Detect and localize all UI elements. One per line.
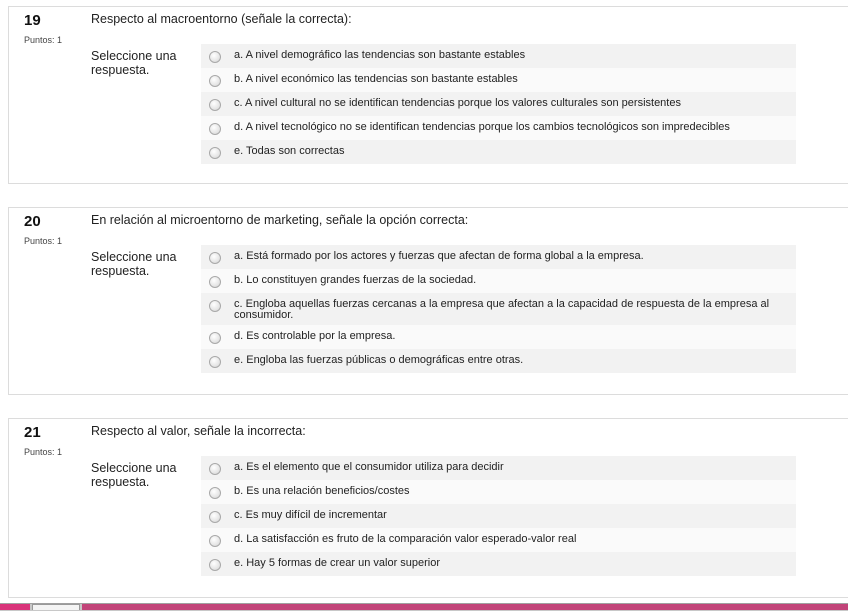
answer-option-e[interactable] [201, 140, 796, 164]
answer-option-label: d. Es controlable por la empresa. [234, 330, 396, 342]
answer-option-label: e. Todas son correctas [234, 145, 345, 157]
answer-option-label: c. Engloba aquellas fuerzas cercanas a la empresa que afectan a la capacidad de respuesta de la empresa al consumidor. [234, 298, 770, 321]
radio-button-icon[interactable] [209, 51, 221, 63]
question-text: En relación al microentorno de marketing, señale la opción correcta: [91, 213, 469, 227]
answer-option-label: d. La satisfacción es fruto de la comparación valor esperado-valor real [234, 533, 577, 545]
radio-button-icon[interactable] [209, 487, 221, 499]
answer-option-b[interactable] [201, 68, 796, 92]
radio-button-icon[interactable] [209, 535, 221, 547]
answer-option-label: a. Está formado por los actores y fuerzas que afectan de forma global a la empresa. [234, 250, 644, 262]
answer-option-label: e. Engloba las fuerzas públicas o demográficas entre otras. [234, 354, 524, 366]
select-answer-label: Seleccione una respuesta. [91, 49, 177, 77]
question-card-21 [8, 418, 848, 598]
answer-option-label: d. A nivel tecnológico no se identifican tendencias porque los cambios tecnológicos son impredecibles [234, 121, 730, 133]
answer-option-b[interactable] [201, 480, 796, 504]
radio-button-icon[interactable] [209, 276, 221, 288]
radio-button-icon[interactable] [209, 463, 221, 475]
answer-option-label: c. Es muy difícil de incrementar [234, 509, 387, 521]
taskbar-strip [82, 604, 848, 610]
answer-option-label: b. Lo constituyen grandes fuerzas de la sociedad. [234, 274, 477, 286]
radio-button-icon[interactable] [209, 123, 221, 135]
taskbar-accent [0, 604, 30, 610]
answer-option-e[interactable] [201, 552, 796, 576]
answer-option-e[interactable] [201, 349, 796, 373]
radio-button-icon[interactable] [209, 356, 221, 368]
answer-option-d[interactable] [201, 528, 796, 552]
radio-button-icon[interactable] [209, 300, 221, 312]
question-number: 19 [24, 12, 41, 29]
answer-option-label: b. Es una relación beneficios/costes [234, 485, 410, 497]
answer-option-label: b. A nivel económico las tendencias son bastante estables [234, 73, 518, 85]
answer-option-b[interactable] [201, 269, 796, 293]
answer-list [201, 456, 796, 576]
answer-option-c[interactable] [201, 504, 796, 528]
answer-option-c[interactable] [201, 293, 796, 325]
question-points: Puntos: 1 [24, 35, 63, 45]
question-points: Puntos: 1 [24, 236, 63, 246]
answer-list [201, 245, 796, 373]
answer-option-label: c. A nivel cultural no se identifican tendencias porque los valores culturales son persistentes [234, 97, 681, 109]
question-text: Respecto al macroentorno (señale la correcta): [91, 12, 352, 26]
question-card-19 [8, 6, 848, 184]
radio-button-icon[interactable] [209, 559, 221, 571]
answer-option-label: a. A nivel demográfico las tendencias son bastante estables [234, 49, 526, 61]
radio-button-icon[interactable] [209, 252, 221, 264]
answer-option-a[interactable] [201, 245, 796, 269]
answer-list [201, 44, 796, 164]
radio-button-icon[interactable] [209, 99, 221, 111]
question-number: 21 [24, 424, 41, 441]
select-answer-label: Seleccione una respuesta. [91, 461, 177, 489]
question-card-20 [8, 207, 848, 395]
radio-button-icon[interactable] [209, 75, 221, 87]
radio-button-icon[interactable] [209, 147, 221, 159]
answer-option-a[interactable] [201, 44, 796, 68]
question-points: Puntos: 1 [24, 447, 63, 457]
select-answer-label: Seleccione una respuesta. [91, 250, 177, 278]
question-number: 20 [24, 213, 41, 230]
answer-option-d[interactable] [201, 325, 796, 349]
question-text: Respecto al valor, señale la incorrecta: [91, 424, 306, 438]
answer-option-a[interactable] [201, 456, 796, 480]
answer-option-label: e. Hay 5 formas de crear un valor superior [234, 557, 441, 569]
radio-button-icon[interactable] [209, 332, 221, 344]
answer-option-c[interactable] [201, 92, 796, 116]
taskbar-tab[interactable] [32, 604, 80, 610]
radio-button-icon[interactable] [209, 511, 221, 523]
answer-option-d[interactable] [201, 116, 796, 140]
answer-option-label: a. Es el elemento que el consumidor utiliza para decidir [234, 461, 504, 473]
